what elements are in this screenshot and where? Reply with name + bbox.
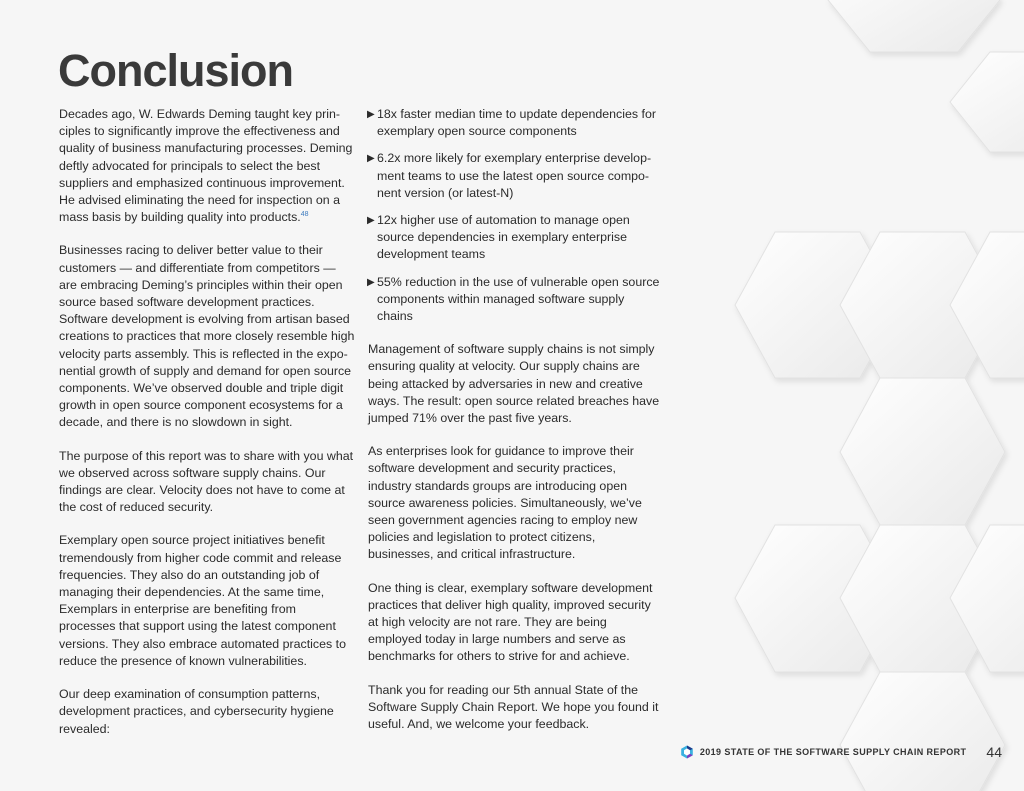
paragraph: The purpose of this report was to share with you what we observed across software supply chains. Our findings are clear. Velocity does not have to come at the cost of reduced security. <box>59 448 354 515</box>
paragraph: Decades ago, W. Edwards Deming taught key prin-ciples to significantly improve the effectiveness and quality of business manufacturing processes. Deming deftly advocated for principals to select the best suppliers and emphasized continuous improvement. He advised eliminating the need for inspection on a mass basis by building quality into products.$^{48}$ <box>59 107 353 225</box>
paragraph: Management of software supply chains is not simply ensuring quality at velocity. Our supply chains are being attacked by adversaries in new and creative ways. The result: open source related breaches have jumped 71% over the past five years. <box>368 342 660 426</box>
hexagon-shape <box>840 672 1005 791</box>
paragraph: As enterprises look for guidance to improve their software development and security practices, industry standards groups are introducing open source awareness policies. Simultaneously, we’ve seen government agencies racing to employ new policies and legislation to protect citizens, businesses, and critical infrastructure. <box>368 444 642 562</box>
page-title: Conclusion <box>58 45 293 96</box>
hexagon-logo-icon <box>680 745 694 759</box>
hexagon-shape <box>840 378 1005 525</box>
paragraph: Businesses racing to deliver better value to their customers — and differentiate from competitors — are embracing Deming’s principles within their open source based software development practices. Software development is evolving from artisan based creations to practices that more closely resemble high velocity parts assembly. This is reflected in the expo-nential growth of supply and demand for open source components. We’ve observed double and triple digit growth in open source component ecosystems for a decade, and there is no slowdown in sight. <box>59 243 355 430</box>
page-footer <box>680 744 1002 760</box>
findings-list <box>368 106 660 325</box>
page-number: 44 <box>986 744 1002 760</box>
left-column <box>59 106 355 754</box>
paragraph: Thank you for reading our 5th annual State of the Software Supply Chain Report. We hope you found it useful. And, we welcome your feedback. <box>368 682 659 732</box>
report-title: 2019 STATE OF THE SOFTWARE SUPPLY CHAIN REPORT <box>699 747 967 757</box>
hexagon-shape <box>828 0 1000 52</box>
list-item: ▶ 12x higher use of automation to manage open source dependencies in exemplary enterprise development teams <box>367 213 630 262</box>
hexagon-shape <box>950 52 1024 152</box>
triangle-bullet-icon: ▶ <box>367 215 375 227</box>
paragraph: Our deep examination of consumption patterns, development practices, and cybersecurity hygiene revealed: <box>59 687 334 736</box>
triangle-bullet-icon: ▶ <box>367 153 375 165</box>
paragraph: One thing is clear, exemplary software development practices that deliver high quality, improved security at high velocity are not rare. They are being employed today in large numbers and serve as benchmarks for others to strive for and achieve. <box>368 580 653 664</box>
triangle-bullet-icon: ▶ <box>367 276 375 288</box>
paragraph: Exemplary open source project initiatives benefit tremendously from higher code commit and release frequencies. They also do an outstanding job of managing their dependencies. At the same time, Exemplars in enterprise are benefiting from processes that support using the latest component versions. They also embrace automated practices to reduce the presence of known vulnerabilities. <box>59 533 346 668</box>
right-column <box>368 106 660 749</box>
list-item: ▶ 55% reduction in the use of vulnerable open source components within managed software supply chains <box>367 274 660 324</box>
list-item: ▶ 6.2x more likely for exemplary enterprise develop-ment teams to use the latest open source compo-nent version (or latest-N) <box>367 151 652 200</box>
footnote-reference[interactable]: 48 <box>300 211 309 219</box>
list-item: ▶ 18x faster median time to update dependencies for exemplary open source components <box>367 107 656 139</box>
triangle-bullet-icon: ▶ <box>367 109 375 120</box>
